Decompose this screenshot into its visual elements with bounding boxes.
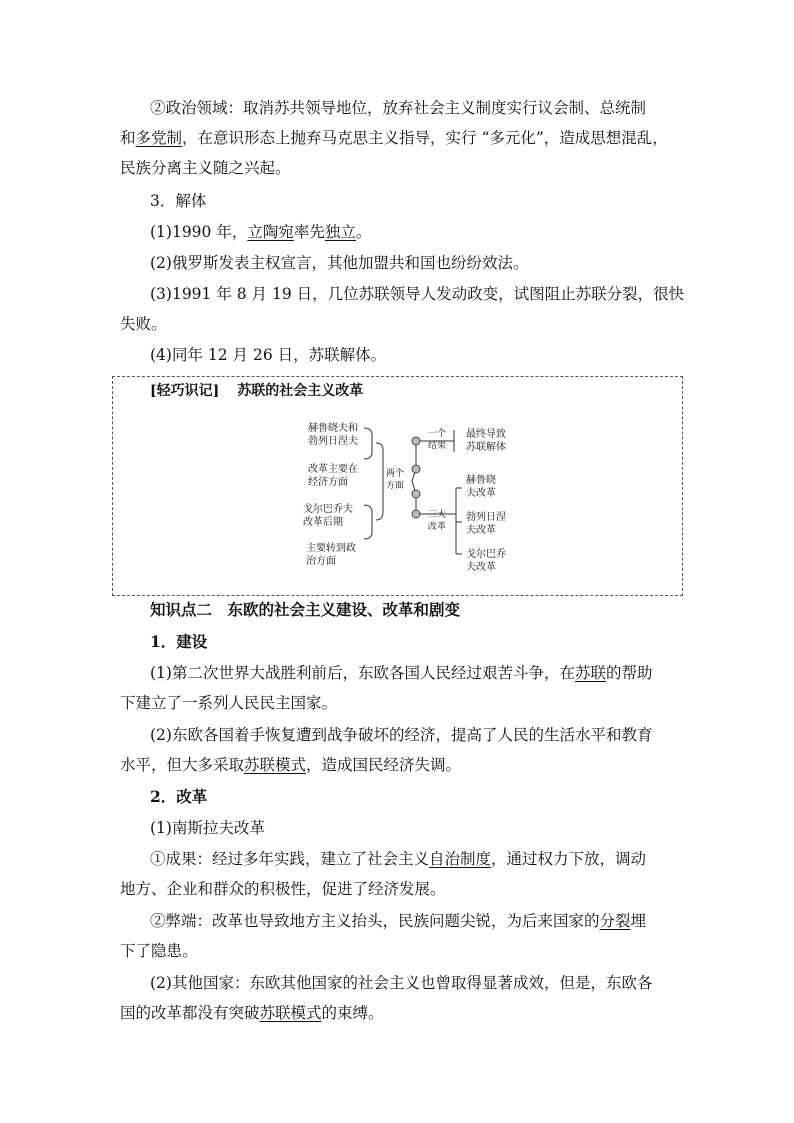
item-1991-coup-1: (3)1991 年 8 月 19 日，几位苏联领导人发动政变，试图阻止苏联分裂，很快 [150,285,685,303]
paragraph-political-field-1: ②政治领域：取消苏共领导地位，放弃社会主义制度实行议会制、总统制 [150,99,647,117]
memo-title: [轻巧识记] 苏联的社会主义改革 [150,383,364,399]
item-1991-coup-2: 失败。 [120,315,167,333]
diagram-node-two-aspects: 两个 方面 [386,469,405,491]
diagram-node-khrushchev-brezhnev: 赫鲁晓夫和 勃列日涅夫 [308,423,358,447]
section-title-eastern-europe: 知识点二 东欧的社会主义建设、改革和剧变 [150,600,461,619]
paragraph-achievements-b: 地方、企业和群众的积极性，促进了经济发展。 [120,880,446,898]
paragraph-construction-2b: 水平，但大多采取苏联模式，造成国民经济失调。 [120,756,462,774]
underlined-term: 立陶宛 [247,223,294,241]
diagram-branch-one-result: 一个 结果 [428,429,447,451]
diagram-node-result: 最终导致 苏联解体 [466,429,506,453]
item-1990: (1)1990 年，立陶宛率先独立。 [150,223,372,241]
paragraph-drawbacks-b: 下了隐患。 [120,942,198,960]
heading-construction: 1．建设 [150,632,208,651]
paragraph-political-field-3: 民族分离主义随之兴起。 [120,159,291,177]
diagram-node-khrushchev-reform: 赫鲁晓 夫改革 [466,475,496,499]
underlined-term: 苏联 [574,664,606,682]
diagram-node-gorbachev-late: 戈尔巴乔夫 改革后期 [303,504,353,528]
underlined-term: 自治制度 [429,850,492,868]
paragraph-other-countries-b: 国的改革都没有突破苏联模式的束缚。 [120,1004,384,1022]
item-yugoslavia: (1)南斯拉夫改革 [150,819,265,837]
heading-dissolution: 3．解体 [150,192,207,210]
item-dissolution-date: (4)同年 12 月 26 日，苏联解体。 [150,346,387,364]
underlined-term: 苏联模式 [244,756,307,774]
paragraph-other-countries-a: (2)其他国家：东欧其他国家的社会主义也曾取得显著成效，但是，东欧各 [150,974,653,992]
diagram-node-brezhnev-reform: 勃列日涅 夫改革 [466,512,506,536]
paragraph-construction-1a: (1)第二次世界大战胜利前后，东欧各国人民经过艰苦斗争，在苏联的帮助 [150,664,653,682]
item-russia: (2)俄罗斯发表主权宣言，其他加盟共和国也纷纷效法。 [150,254,529,272]
diagram-branch-three-reforms: 三大 改革 [428,510,447,532]
diagram-node-economic-focus: 改革主要在 经济方面 [308,464,358,488]
diagram-node-gorbachev-reform: 戈尔巴乔 夫改革 [466,549,506,573]
underlined-term: 苏联模式 [259,1004,322,1022]
paragraph-drawbacks-a: ②弊端：改革也导致地方主义抬头，民族问题尖锐，为后来国家的分裂埋 [150,912,647,930]
diagram-node-political-focus: 主要转到政 治方面 [306,543,356,567]
paragraph-political-field-2: 和多党制，在意识形态上抛弃马克思主义指导，实行 “多元化”，造成思想混乱， [120,129,668,147]
paragraph-achievements-a: ①成果：经过多年实践，建立了社会主义自治制度，通过权力下放，调动 [150,850,647,868]
underlined-term: 分裂 [599,912,631,930]
underlined-term: 多党制 [135,129,183,147]
heading-reform: 2．改革 [150,787,208,806]
underlined-term: 独立 [324,223,356,241]
paragraph-construction-1b: 下建立了一系列人民民主国家。 [120,694,338,712]
paragraph-construction-2a: (2)东欧各国着手恢复遭到战争破坏的经济，提高了人民的生活水平和教育 [150,726,653,744]
